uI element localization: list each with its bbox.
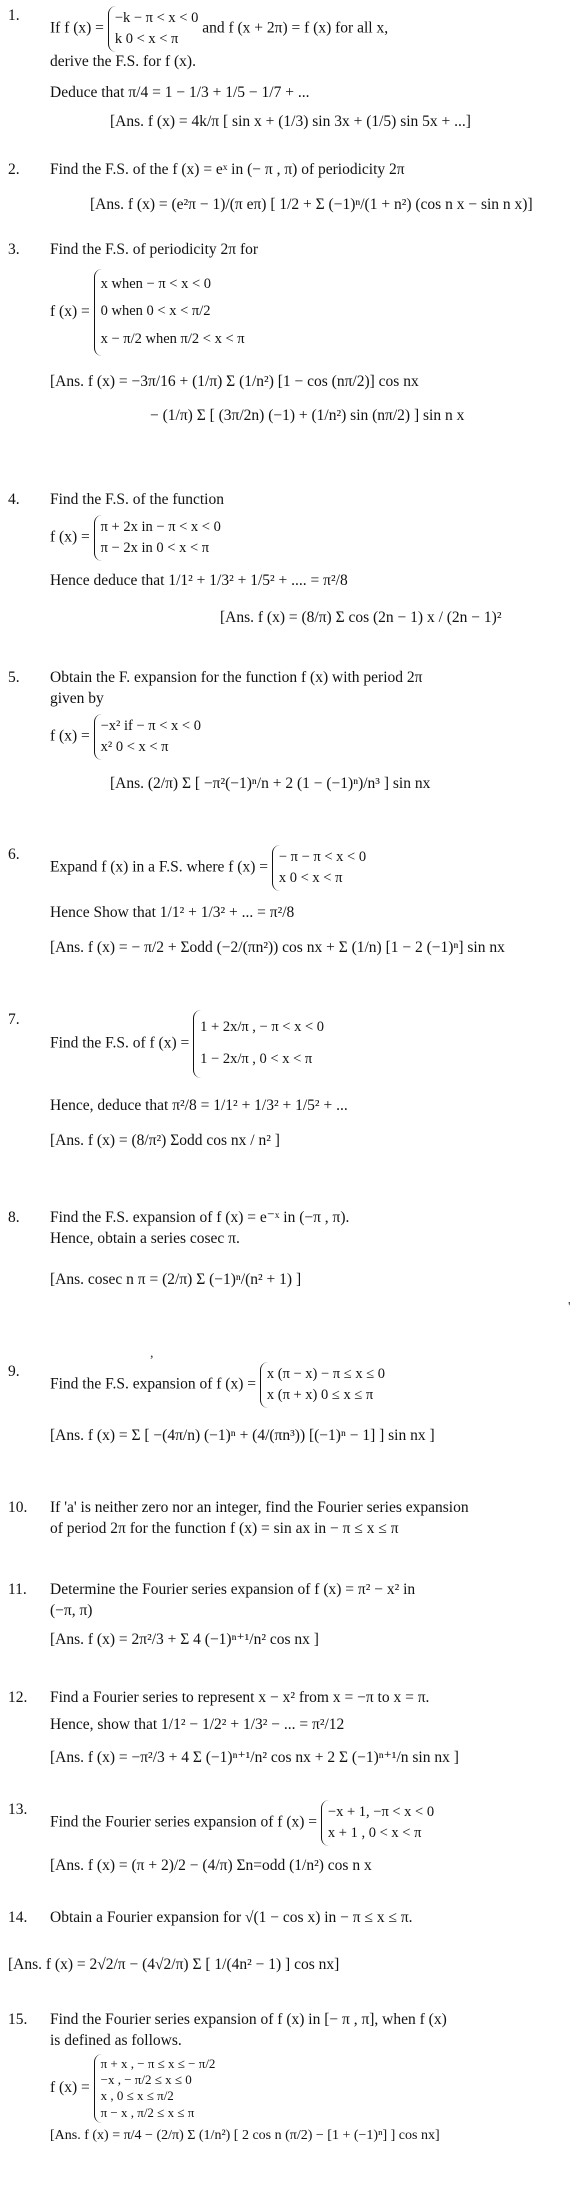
function-label: f (x) = [50,2078,90,2096]
question-text: Find the F.S. expansion of f (x) = [50,1375,256,1393]
problem-12 [8,1688,574,1769]
question-text: Find the F.S. of f (x) = [50,1034,190,1052]
function-label: f (x) = [50,302,90,320]
case-line: −k − π < x < 0 [114,10,199,26]
problem-number: 7. [8,1011,20,1028]
problem-number: 1. [8,7,20,24]
problem-number: 2. [8,161,20,178]
question-text: Expand f (x) in a F.S. where f (x) = [50,858,268,876]
question-text: Find the F.S. of the f (x) = eˣ in (− π , π) of periodicity 2π [50,161,405,178]
piecewise-cases [193,1010,324,1078]
deduce-text: Deduce that π/4 = 1 − 1/3 + 1/5 − 1/7 + ... [50,83,310,101]
case-line: 1 + 2x/π , − π < x < 0 [200,1019,325,1035]
problem-2 [8,160,574,216]
problem-number: 15. [8,2011,28,2028]
case-line: x − π/2 when π/2 < x < π [100,331,245,348]
problem-number: 4. [8,491,20,508]
piecewise-cases [94,269,245,356]
function-label: f (x) = [50,727,90,745]
answer-text: [Ans. cosec n π = (2/π) Σ (−1)ⁿ/(n² + 1) ] [50,1270,302,1288]
answer-text: [Ans. f (x) = 2π²/3 + Σ 4 (−1)ⁿ⁺¹/n² cos nx ] [50,1630,319,1648]
question-text: Determine the Fourier series expansion of f (x) = π² − x² in [50,1581,416,1598]
piecewise-cases [321,1800,434,1846]
case-line: k 0 < x < π [114,31,179,48]
answer-text: [Ans. f (x) = (8/π) Σ cos (2n − 1) x / (2n − 1)² [220,608,502,626]
case-line: x when − π < x < 0 [100,275,211,292]
stray-mark: , [150,1346,154,1361]
stray-mark: ' [568,1300,571,1315]
case-line: π + 2x in − π < x < 0 [100,518,221,535]
answer-text: [Ans. f (x) = −3π/16 + (1/π) Σ (1/n²) [1 − cos (nπ/2)] cos nx [50,372,419,390]
problem-4 [8,490,574,629]
problem-number: 14. [8,1909,28,1926]
problem-13 [8,1800,574,1877]
question-text-cont: and f (x + 2π) = f (x) for all x, [202,19,389,37]
case-line: x (π + x) 0 ≤ x ≤ π [266,1387,374,1404]
question-text: Find the F.S. of the function [50,491,224,508]
piecewise-cases [272,845,366,891]
question-text: Obtain a Fourier expansion for √(1 − cos x) in − π ≤ x ≤ π. [50,1909,413,1926]
deduce-text: Hence deduce that 1/1² + 1/3² + 1/5² + .... = π²/8 [50,571,348,589]
question-text-line2: given by [50,689,104,707]
problem-number: 6. [8,846,20,863]
piecewise-cases [260,1362,385,1408]
question-text-line2: is defined as follows. [50,2031,182,2049]
question-text: Find the Fourier series expansion of f (x) in [− π , π], when f (x) [50,2011,447,2028]
answer-text: [Ans. f (x) = − π/2 + Σodd (−2/(πn²)) cos nx + Σ (1/n) [1 − 2 (−1)ⁿ] sin nx [50,938,505,956]
case-line: −x + 1, −π < x < 0 [327,1804,435,1820]
case-line: −x , − π/2 ≤ x ≤ 0 [100,2072,192,2088]
question-text: Find the Fourier series expansion of f (x) = [50,1813,318,1831]
answer-text: [Ans. f (x) = (π + 2)/2 − (4/π) Σn=odd (1/n²) cos n x [50,1857,372,1875]
question-text: Find a Fourier series to represent x − x² from x = −π to x = π. [50,1689,430,1706]
case-line: x (π − x) − π ≤ x ≤ 0 [266,1366,386,1382]
problem-9 [8,1362,574,1447]
question-text: If f (x) = [50,19,104,37]
answer-text: [Ans. f (x) = 4k/π [ sin x + (1/3) sin 3x + (1/5) sin 5x + ...] [110,112,471,130]
problem-number: 8. [8,1209,20,1226]
problem-11 [8,1580,574,1651]
piecewise-cases [94,515,221,561]
answer-text: [Ans. f (x) = (e²π − 1)/(π eπ) [ 1/2 + Σ (−1)ⁿ/(1 + n²) (cos n x − sin n x)] [90,195,533,213]
question-text-line2: derive the F.S. for f (x). [50,53,196,71]
deduce-text: Hence, deduce that π²/8 = 1/1² + 1/3² + 1/5² + ... [50,1096,348,1114]
case-line: x 0 < x < π [278,870,343,887]
problem-6 [8,845,574,959]
problem-number: 3. [8,241,20,258]
question-text-line2: of period 2π for the function f (x) = sin ax in − π ≤ x ≤ π [50,1519,399,1537]
question-text: Find the F.S. expansion of f (x) = e⁻ˣ in (−π , π). [50,1209,350,1226]
case-line: π + x , − π ≤ x ≤ − π/2 [100,2055,216,2071]
piecewise-cases [94,714,201,760]
problem-number: 10. [8,1499,28,1516]
problem-15 [8,2010,574,2146]
case-line: π − 2x in 0 < x < π [100,539,210,556]
problem-number: 9. [8,1363,20,1380]
case-line: x , 0 ≤ x ≤ π/2 [100,2088,174,2104]
piecewise-cases [94,2054,216,2123]
case-line: 0 when 0 < x < π/2 [100,303,211,320]
answer-text: [Ans. f (x) = Σ [ −(4π/n) (−1)ⁿ + (4/(πn³)) [(−1)ⁿ − 1] ] sin nx ] [50,1427,435,1445]
problem-8 [8,1208,574,1291]
problem-1 [8,6,574,133]
case-line: 1 − 2x/π , 0 < x < π [200,1050,313,1067]
problem-number: 13. [8,1801,28,1818]
deduce-text: Hence Show that 1/1² + 1/3² + ... = π²/8 [50,904,295,922]
piecewise-cases [108,6,199,52]
problem-number: 11. [8,1581,27,1598]
deduce-text: Hence, show that 1/1² − 1/2² + 1/3² − ... = π²/12 [50,1715,345,1733]
problem-number: 5. [8,669,20,686]
question-text: Obtain the F. expansion for the function f (x) with period 2π [50,669,423,686]
answer-text: [Ans. (2/π) Σ [ −π²(−1)ⁿ/n + 2 (1 − (−1)ⁿ)/n³ ] sin nx [110,774,431,792]
case-line: x + 1 , 0 < x < π [327,1825,422,1842]
answer-text: [Ans. f (x) = (8/π²) Σodd cos nx / n² ] [50,1131,280,1149]
answer-text: [Ans. f (x) = π/4 − (2/π) Σ (1/n²) [ 2 cos n (π/2) − [1 + (−1)ⁿ] ] cos nx] [50,2127,440,2143]
function-label: f (x) = [50,528,90,546]
question-text-line2: Hence, obtain a series cosec π. [50,1229,240,1247]
question-text: Find the F.S. of periodicity 2π for [50,241,259,258]
problem-5 [8,668,574,795]
question-text-line2: (−π, π) [50,1601,93,1619]
answer-text-cont: − (1/π) Σ [ (3π/2n) (−1) + (1/n²) sin (nπ/2) ] sin n x [150,407,465,425]
problem-3 [8,240,574,427]
case-line: π − x , π/2 ≤ x ≤ π [100,2104,195,2120]
case-line: −x² if − π < x < 0 [100,717,201,734]
answer-text: [Ans. f (x) = 2√2/π − (4√2/π) Σ [ 1/(4n² − 1) ] cos nx] [8,1955,340,1973]
problem-14 [8,1908,574,1976]
problem-7 [8,1010,574,1152]
case-line: x² 0 < x < π [100,738,169,755]
answer-text: [Ans. f (x) = −π²/3 + 4 Σ (−1)ⁿ⁺¹/n² cos nx + 2 Σ (−1)ⁿ⁺¹/n sin nx ] [50,1748,459,1766]
problem-10 [8,1498,574,1540]
case-line: − π − π < x < 0 [278,849,367,865]
problem-number: 12. [8,1689,28,1706]
question-text: If 'a' is neither zero nor an integer, find the Fourier series expansion [50,1499,469,1516]
